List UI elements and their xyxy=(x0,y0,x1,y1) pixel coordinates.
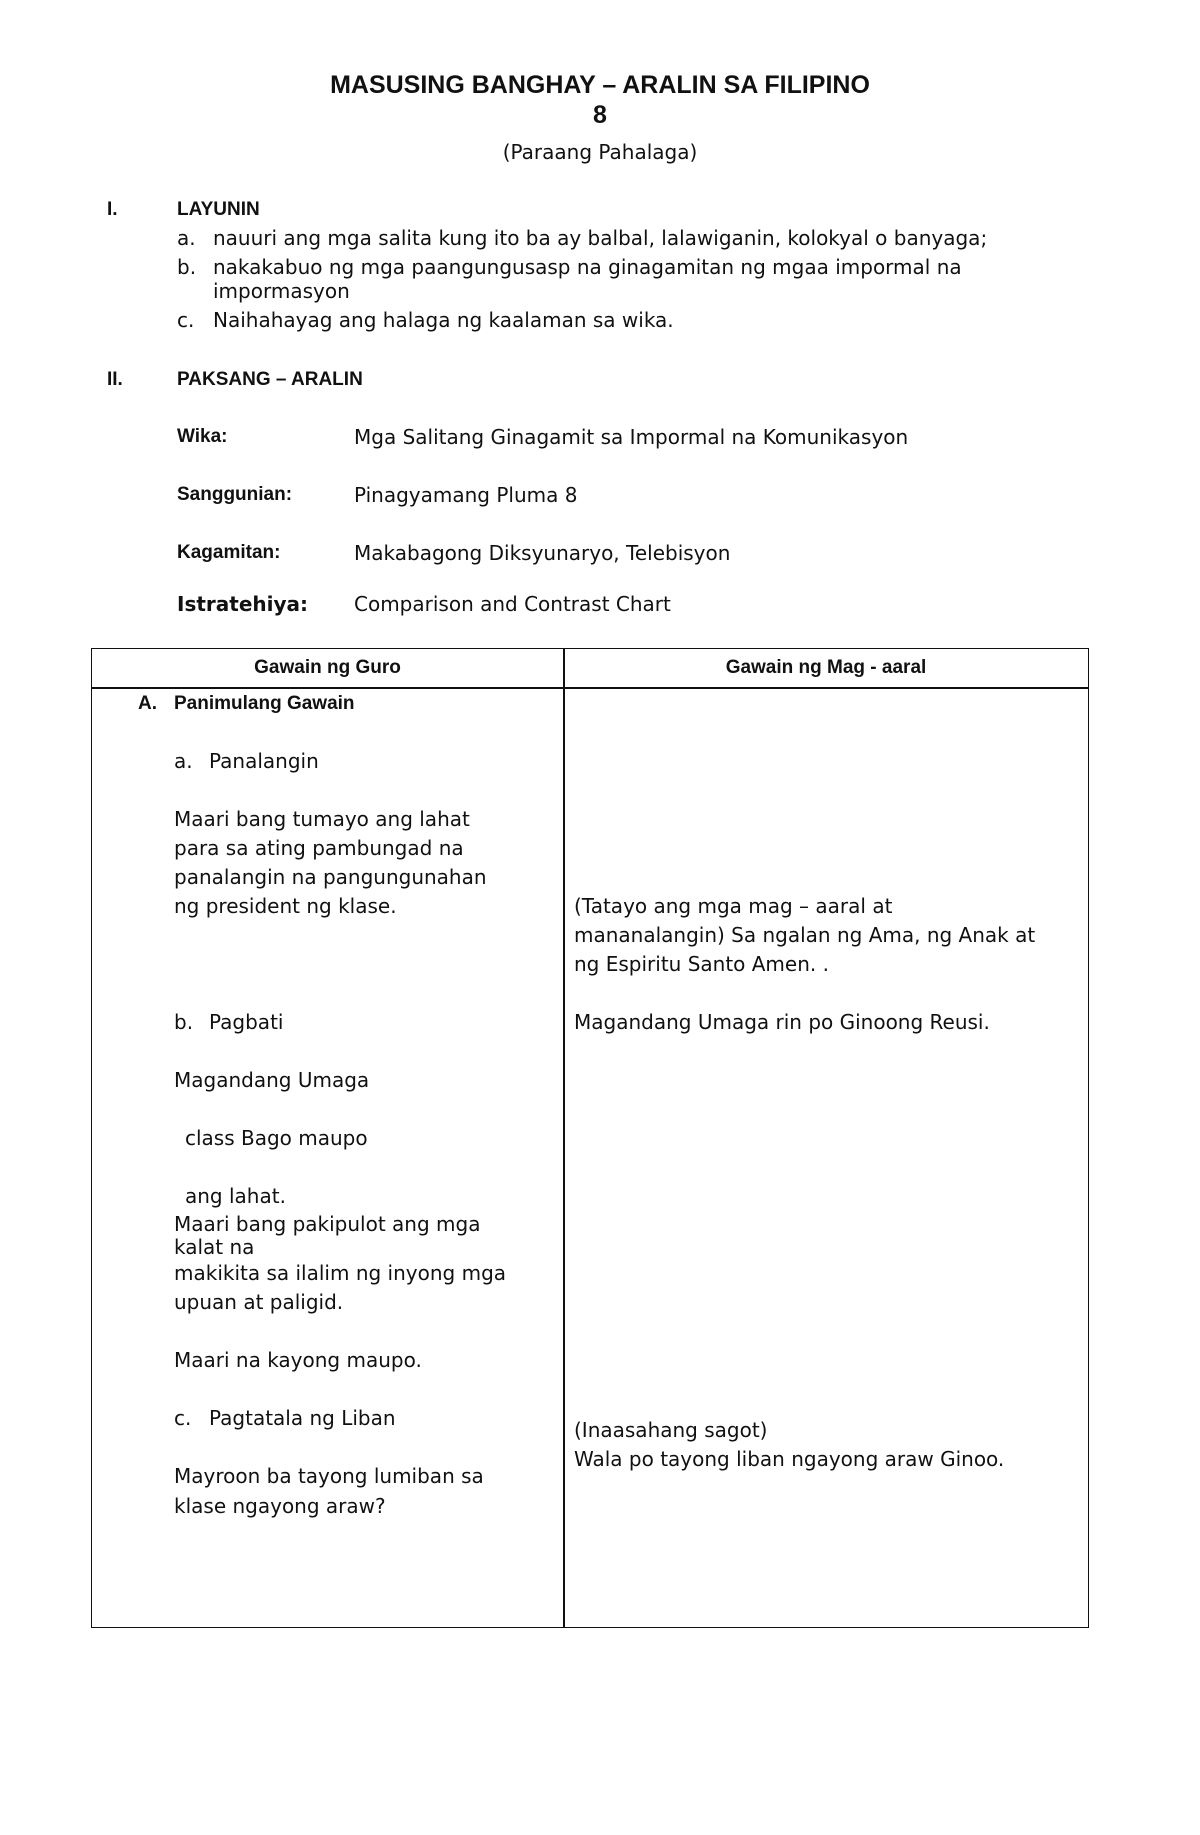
teacher-text-line: upuan at paligid. xyxy=(174,1290,344,1314)
section-2-heading: PAKSANG – ARALIN xyxy=(177,369,363,390)
objective-text: Naihahayag ang halaga ng kaalaman sa wika. xyxy=(213,308,674,332)
istratehiya-value: Comparison and Contrast Chart xyxy=(354,592,671,616)
activity-table xyxy=(91,648,1089,1628)
teacher-text-line: ang lahat. xyxy=(185,1184,286,1208)
method-note: (Paraang Pahalaga) xyxy=(502,140,698,164)
section-1-number: I. xyxy=(107,199,118,220)
teacher-text-line: makikita sa ilalim ng inyong mga xyxy=(174,1261,507,1285)
attendance-title: Pagtatala ng Liban xyxy=(209,1406,396,1430)
wika-value: Mga Salitang Ginagamit sa Impormal na Komunikasyon xyxy=(354,425,909,449)
sanggunian-label: Sanggunian: xyxy=(177,484,293,505)
teacher-text-line: panalangin na pangungunahan xyxy=(174,865,487,889)
teacher-text-line: Maari bang pakipulot ang mga xyxy=(174,1212,481,1236)
teacher-text-line: ng president ng klase. xyxy=(174,894,397,918)
teacher-text-line: Mayroon ba tayong lumiban sa xyxy=(174,1464,484,1488)
prayer-title: Panalangin xyxy=(209,749,319,773)
student-text-line: ng Espiritu Santo Amen. . xyxy=(574,952,829,976)
column-divider xyxy=(563,649,565,1627)
section-a-letter: A. xyxy=(138,693,157,714)
objective-item xyxy=(177,226,1077,250)
teacher-text-line: Magandang Umaga xyxy=(174,1068,370,1092)
student-text-line: Magandang Umaga rin po Ginoong Reusi. xyxy=(574,1010,990,1034)
objective-text: nauuri ang mga salita kung ito ba ay balbal, lalawiganin, kolokyal o banyaga; xyxy=(213,226,988,250)
section-1-heading: LAYUNIN xyxy=(177,199,260,220)
objective-letter: b. xyxy=(177,255,197,279)
grade-level: 8 xyxy=(593,101,607,129)
kagamitan-label: Kagamitan: xyxy=(177,542,281,563)
objective-letter: c. xyxy=(177,308,195,332)
section-2-number: II. xyxy=(107,369,123,390)
teacher-text-line: kalat na xyxy=(174,1235,255,1259)
objective-item xyxy=(177,308,1077,332)
teacher-text-line: Maari na kayong maupo. xyxy=(174,1348,422,1372)
prayer-letter: a. xyxy=(174,749,193,773)
student-text-line: mananalangin) Sa ngalan ng Ama, ng Anak at xyxy=(574,923,1036,947)
student-text-line: (Tatayo ang mga mag – aaral at xyxy=(574,894,893,918)
istratehiya-label: Istratehiya: xyxy=(177,592,309,616)
objective-text: nakakabuo ng mga paangungusasp na ginagamitan ng mgaa impormal na impormasyon xyxy=(213,255,962,303)
student-column-header: Gawain ng Mag - aaral xyxy=(725,657,927,678)
teacher-text-line: para sa ating pambungad na xyxy=(174,836,464,860)
greeting-letter: b. xyxy=(174,1010,194,1034)
objective-letter: a. xyxy=(177,226,196,250)
teacher-text-line: class Bago maupo xyxy=(185,1126,368,1150)
teacher-column-header: Gawain ng Guro xyxy=(254,657,401,678)
teacher-text-line: Maari bang tumayo ang lahat xyxy=(174,807,470,831)
student-text-line: (Inaasahang sagot) xyxy=(574,1418,768,1442)
attendance-letter: c. xyxy=(174,1406,192,1430)
teacher-text-line: klase ngayong araw? xyxy=(174,1494,386,1518)
document-title: MASUSING BANGHAY – ARALIN SA FILIPINO xyxy=(330,71,870,99)
student-text-line: Wala po tayong liban ngayong araw Ginoo. xyxy=(574,1447,1005,1471)
wika-label: Wika: xyxy=(177,426,228,447)
kagamitan-value: Makabagong Diksyunaryo, Telebisyon xyxy=(354,541,731,565)
section-a-title: Panimulang Gawain xyxy=(174,693,355,714)
greeting-title: Pagbati xyxy=(209,1010,284,1034)
objective-item xyxy=(177,255,1077,303)
sanggunian-value: Pinagyamang Pluma 8 xyxy=(354,483,578,507)
